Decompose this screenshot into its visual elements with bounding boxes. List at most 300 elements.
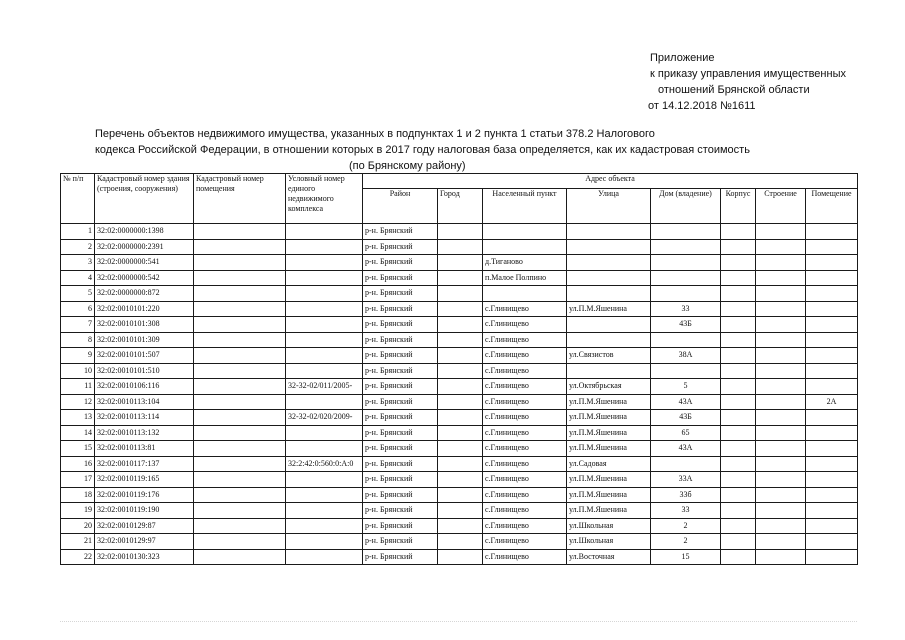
cell-num: 18 (61, 487, 95, 503)
cell-city (438, 286, 483, 302)
cell-cad-building: 32:02:0000000:872 (95, 286, 194, 302)
cell-cad-building: 32:02:0000000:542 (95, 270, 194, 286)
cell-cad-room (194, 410, 286, 426)
cell-num: 10 (61, 363, 95, 379)
cell-settlement: с.Глинищево (483, 317, 567, 333)
header-line-1: Приложение (650, 52, 715, 64)
cell-korpus (721, 301, 756, 317)
cell-cad-room (194, 301, 286, 317)
property-table (60, 173, 858, 565)
cell-korpus (721, 270, 756, 286)
cell-city (438, 518, 483, 534)
cell-building (756, 348, 806, 364)
cell-settlement: с.Глинищево (483, 441, 567, 457)
cell-street (567, 239, 651, 255)
cell-district: р-н. Брянский (363, 472, 438, 488)
cell-street (567, 270, 651, 286)
cell-room (806, 363, 858, 379)
cell-cond-number (286, 487, 363, 503)
cell-settlement: с.Глинищево (483, 549, 567, 565)
cell-building (756, 317, 806, 333)
cell-cad-room (194, 534, 286, 550)
table-row (61, 456, 858, 472)
col-header-district: Район (363, 189, 438, 224)
cell-house: 43А (651, 441, 721, 457)
cell-cad-room (194, 363, 286, 379)
cell-cad-building: 32:02:0010129:97 (95, 534, 194, 550)
cell-korpus (721, 379, 756, 395)
cell-district: р-н. Брянский (363, 456, 438, 472)
cell-district: р-н. Брянский (363, 503, 438, 519)
cell-building (756, 379, 806, 395)
cell-korpus (721, 239, 756, 255)
cell-city (438, 456, 483, 472)
cell-cad-building: 32:02:0010101:308 (95, 317, 194, 333)
table-row (61, 503, 858, 519)
table-row (61, 224, 858, 240)
cell-settlement: с.Глинищево (483, 534, 567, 550)
table-row (61, 425, 858, 441)
cell-district: р-н. Брянский (363, 348, 438, 364)
cell-room (806, 518, 858, 534)
cell-cad-room (194, 224, 286, 240)
cell-city (438, 503, 483, 519)
table-body (61, 224, 858, 565)
col-header-street: Улица (567, 189, 651, 224)
cell-cad-building: 32:02:0010113:81 (95, 441, 194, 457)
cell-district: р-н. Брянский (363, 410, 438, 426)
cell-city (438, 487, 483, 503)
cell-cad-room (194, 255, 286, 271)
cell-cad-building: 32:02:0010130:323 (95, 549, 194, 565)
page-edge-artifact (60, 621, 857, 626)
cell-settlement: с.Глинищево (483, 363, 567, 379)
col-header-korpus: Корпус (721, 189, 756, 224)
cell-korpus (721, 487, 756, 503)
cell-district: р-н. Брянский (363, 301, 438, 317)
cell-street (567, 255, 651, 271)
cell-settlement: с.Глинищево (483, 472, 567, 488)
cell-cad-room (194, 286, 286, 302)
cell-street: ул.П.М.Яшенина (567, 441, 651, 457)
cell-city (438, 394, 483, 410)
cell-num: 9 (61, 348, 95, 364)
document-title (95, 126, 775, 174)
cell-city (438, 239, 483, 255)
table-row (61, 394, 858, 410)
table-row (61, 255, 858, 271)
cell-house: 5 (651, 379, 721, 395)
title-line-2: кодекса Российской Федерации, в отношении которых в 2017 году налоговая база определяется, как их кадастровая стоимость (95, 144, 750, 156)
col-header-city: Город (438, 189, 483, 224)
cell-settlement: д.Тиганово (483, 255, 567, 271)
cell-district: р-н. Брянский (363, 394, 438, 410)
cell-cad-building: 32:02:0010101:507 (95, 348, 194, 364)
cell-district: р-н. Брянский (363, 549, 438, 565)
cell-cad-building: 32:02:0010117:137 (95, 456, 194, 472)
cell-street: ул.П.М.Яшенина (567, 410, 651, 426)
cell-house: 43А (651, 394, 721, 410)
cell-cad-room (194, 239, 286, 255)
col-header-cond-number: Условный номер единого недвижимого комплекса (286, 174, 363, 224)
cell-num: 15 (61, 441, 95, 457)
cell-house (651, 270, 721, 286)
table-row (61, 286, 858, 302)
cell-street (567, 224, 651, 240)
cell-korpus (721, 348, 756, 364)
title-line-3: (по Брянскому району) (349, 160, 466, 172)
cell-house (651, 363, 721, 379)
cell-street: ул.П.М.Яшенина (567, 487, 651, 503)
cell-num: 12 (61, 394, 95, 410)
cell-cond-number: 32-32-02/011/2005- (286, 379, 363, 395)
cell-settlement: с.Глинищево (483, 487, 567, 503)
cell-house (651, 456, 721, 472)
cell-district: р-н. Брянский (363, 363, 438, 379)
cell-street: ул.П.М.Яшенина (567, 503, 651, 519)
header-line-2: к приказу управления имущественных (650, 68, 846, 80)
cell-cond-number (286, 301, 363, 317)
cell-city (438, 317, 483, 333)
cell-cad-building: 32:02:0010129:87 (95, 518, 194, 534)
cell-cad-building: 32:02:0010101:220 (95, 301, 194, 317)
cell-korpus (721, 286, 756, 302)
cell-korpus (721, 317, 756, 333)
col-header-room: Помещение (806, 189, 858, 224)
table-row (61, 441, 858, 457)
cell-street: ул.П.М.Яшенина (567, 425, 651, 441)
cell-cond-number (286, 224, 363, 240)
cell-cond-number (286, 518, 363, 534)
cell-house (651, 224, 721, 240)
cell-cad-room (194, 549, 286, 565)
header-line-4: от 14.12.2018 №1611 (648, 100, 756, 112)
cell-district: р-н. Брянский (363, 224, 438, 240)
cell-cad-room (194, 270, 286, 286)
cell-district: р-н. Брянский (363, 534, 438, 550)
cell-num: 11 (61, 379, 95, 395)
cell-cad-room (194, 425, 286, 441)
table-row (61, 301, 858, 317)
cell-num: 14 (61, 425, 95, 441)
col-header-cad-building: Кадастровый номер здания (строения, сооружения) (95, 174, 194, 224)
table-row (61, 410, 858, 426)
cell-building (756, 286, 806, 302)
cell-house: 33б (651, 487, 721, 503)
cell-cad-room (194, 332, 286, 348)
cell-house: 33 (651, 503, 721, 519)
cell-district: р-н. Брянский (363, 255, 438, 271)
cell-room (806, 255, 858, 271)
cell-building (756, 363, 806, 379)
cell-room (806, 487, 858, 503)
cell-settlement: с.Глинищево (483, 301, 567, 317)
cell-cad-building: 32:02:0010113:114 (95, 410, 194, 426)
cell-building (756, 425, 806, 441)
cell-cond-number (286, 441, 363, 457)
cell-room (806, 441, 858, 457)
cell-city (438, 255, 483, 271)
document-header (648, 50, 898, 114)
cell-district: р-н. Брянский (363, 518, 438, 534)
cell-building (756, 410, 806, 426)
title-line-1: Перечень объектов недвижимого имущества, указанных в подпунктах 1 и 2 пункта 1 статьи 378.2 Налогового (95, 128, 655, 140)
cell-cad-building: 32:02:0010119:165 (95, 472, 194, 488)
cell-city (438, 379, 483, 395)
cell-room (806, 286, 858, 302)
cell-street: ул.Связистов (567, 348, 651, 364)
cell-num: 4 (61, 270, 95, 286)
cell-room (806, 456, 858, 472)
cell-building (756, 239, 806, 255)
cell-num: 6 (61, 301, 95, 317)
header-line-3: отношений Брянской области (658, 84, 810, 96)
table-row (61, 487, 858, 503)
cell-korpus (721, 472, 756, 488)
cell-house: 2 (651, 534, 721, 550)
cell-settlement (483, 224, 567, 240)
cell-building (756, 472, 806, 488)
cell-settlement: с.Глинищево (483, 518, 567, 534)
cell-house: 65 (651, 425, 721, 441)
cell-building (756, 549, 806, 565)
cell-room (806, 224, 858, 240)
cell-cad-building: 32:02:0010113:104 (95, 394, 194, 410)
cell-room (806, 549, 858, 565)
cell-street: ул.Школьная (567, 534, 651, 550)
cell-cad-building: 32:02:0000000:2391 (95, 239, 194, 255)
cell-building (756, 534, 806, 550)
cell-district: р-н. Брянский (363, 317, 438, 333)
cell-korpus (721, 224, 756, 240)
cell-street: ул.П.М.Яшенина (567, 472, 651, 488)
col-header-house: Дом (владение) (651, 189, 721, 224)
cell-num: 8 (61, 332, 95, 348)
cell-district: р-н. Брянский (363, 425, 438, 441)
cell-house (651, 239, 721, 255)
cell-cond-number (286, 286, 363, 302)
cell-street: ул.П.М.Яшенина (567, 301, 651, 317)
cell-cond-number (286, 255, 363, 271)
cell-settlement: с.Глинищево (483, 425, 567, 441)
cell-korpus (721, 332, 756, 348)
cell-cond-number (286, 425, 363, 441)
cell-room (806, 317, 858, 333)
cell-cad-room (194, 379, 286, 395)
cell-settlement (483, 239, 567, 255)
cell-district: р-н. Брянский (363, 487, 438, 503)
cell-city (438, 301, 483, 317)
cell-cond-number (286, 270, 363, 286)
cell-building (756, 301, 806, 317)
cell-settlement: с.Глинищево (483, 503, 567, 519)
table-row (61, 379, 858, 395)
cell-room (806, 379, 858, 395)
cell-cad-room (194, 441, 286, 457)
col-header-address: Адрес объекта (363, 174, 858, 189)
cell-building (756, 503, 806, 519)
cell-building (756, 332, 806, 348)
cell-house (651, 286, 721, 302)
cell-cad-building: 32:02:0010113:132 (95, 425, 194, 441)
cell-city (438, 363, 483, 379)
table-row (61, 270, 858, 286)
cell-cad-room (194, 456, 286, 472)
table-row (61, 472, 858, 488)
cell-num: 17 (61, 472, 95, 488)
table-row (61, 239, 858, 255)
cell-house: 38А (651, 348, 721, 364)
cell-street (567, 332, 651, 348)
cell-num: 16 (61, 456, 95, 472)
cell-room (806, 503, 858, 519)
cell-settlement: с.Глинищево (483, 394, 567, 410)
cell-num: 7 (61, 317, 95, 333)
cell-house: 15 (651, 549, 721, 565)
cell-district: р-н. Брянский (363, 332, 438, 348)
cell-num: 1 (61, 224, 95, 240)
cell-cond-number (286, 239, 363, 255)
cell-cond-number (286, 503, 363, 519)
cell-city (438, 348, 483, 364)
col-header-num: № п/п (61, 174, 95, 224)
table-row (61, 363, 858, 379)
cell-house: 43Б (651, 317, 721, 333)
cell-district: р-н. Брянский (363, 270, 438, 286)
cell-cad-building: 32:02:0000000:1398 (95, 224, 194, 240)
cell-cond-number (286, 332, 363, 348)
cell-room (806, 410, 858, 426)
cell-settlement: с.Глинищево (483, 348, 567, 364)
cell-building (756, 270, 806, 286)
cell-street (567, 317, 651, 333)
cell-street: ул.П.М.Яшенина (567, 394, 651, 410)
cell-street (567, 286, 651, 302)
cell-building (756, 518, 806, 534)
cell-korpus (721, 363, 756, 379)
cell-building (756, 441, 806, 457)
cell-korpus (721, 441, 756, 457)
table-row (61, 549, 858, 565)
cell-house: 2 (651, 518, 721, 534)
col-header-settlement: Населенный пункт (483, 189, 567, 224)
table-row (61, 518, 858, 534)
cell-cond-number: 32:2:42:0:560:0:А:0 (286, 456, 363, 472)
table-row (61, 332, 858, 348)
cell-room (806, 301, 858, 317)
cell-settlement: с.Глинищево (483, 379, 567, 395)
table-row (61, 534, 858, 550)
cell-street: ул.Октябрьская (567, 379, 651, 395)
cell-cad-room (194, 487, 286, 503)
cell-house (651, 332, 721, 348)
cell-room (806, 348, 858, 364)
cell-building (756, 394, 806, 410)
cell-cad-room (194, 518, 286, 534)
cell-house: 43Б (651, 410, 721, 426)
cell-cad-building: 32:02:0010119:176 (95, 487, 194, 503)
cell-city (438, 270, 483, 286)
cell-room (806, 472, 858, 488)
cell-cad-building: 32:02:0010101:309 (95, 332, 194, 348)
cell-city (438, 441, 483, 457)
cell-num: 5 (61, 286, 95, 302)
cell-cad-building: 32:02:0010101:510 (95, 363, 194, 379)
cell-korpus (721, 549, 756, 565)
cell-street (567, 363, 651, 379)
cell-korpus (721, 456, 756, 472)
cell-building (756, 255, 806, 271)
cell-cad-building: 32:02:0010106:116 (95, 379, 194, 395)
cell-korpus (721, 394, 756, 410)
cell-building (756, 456, 806, 472)
table-row (61, 317, 858, 333)
cell-settlement (483, 286, 567, 302)
cell-cad-room (194, 317, 286, 333)
cell-cond-number (286, 394, 363, 410)
cell-settlement: п.Малое Полпино (483, 270, 567, 286)
cell-district: р-н. Брянский (363, 239, 438, 255)
cell-city (438, 472, 483, 488)
cell-korpus (721, 534, 756, 550)
cell-room: 2А (806, 394, 858, 410)
cell-building (756, 224, 806, 240)
cell-city (438, 224, 483, 240)
cell-num: 20 (61, 518, 95, 534)
cell-city (438, 534, 483, 550)
cell-room (806, 534, 858, 550)
cell-num: 21 (61, 534, 95, 550)
cell-cad-room (194, 472, 286, 488)
cell-room (806, 425, 858, 441)
cell-street: ул.Садовая (567, 456, 651, 472)
cell-settlement: с.Глинищево (483, 456, 567, 472)
cell-cond-number (286, 472, 363, 488)
cell-city (438, 549, 483, 565)
col-header-building: Строение (756, 189, 806, 224)
cell-house (651, 255, 721, 271)
cell-korpus (721, 410, 756, 426)
cell-settlement: с.Глинищево (483, 332, 567, 348)
cell-cond-number (286, 534, 363, 550)
cell-house: 33А (651, 472, 721, 488)
cell-korpus (721, 518, 756, 534)
cell-city (438, 332, 483, 348)
cell-district: р-н. Брянский (363, 286, 438, 302)
cell-cad-room (194, 394, 286, 410)
cell-city (438, 410, 483, 426)
cell-settlement: с.Глинищево (483, 410, 567, 426)
cell-korpus (721, 425, 756, 441)
cell-room (806, 332, 858, 348)
cell-cad-room (194, 503, 286, 519)
cell-street: ул.Восточная (567, 549, 651, 565)
cell-street: ул.Школьная (567, 518, 651, 534)
cell-room (806, 239, 858, 255)
cell-room (806, 270, 858, 286)
cell-cond-number: 32-32-02/020/2009- (286, 410, 363, 426)
cell-city (438, 425, 483, 441)
cell-cond-number (286, 317, 363, 333)
cell-num: 22 (61, 549, 95, 565)
cell-cad-building: 32:02:0010119:190 (95, 503, 194, 519)
col-header-cad-room: Кадастровый номер помещения (194, 174, 286, 224)
cell-cond-number (286, 363, 363, 379)
cell-building (756, 487, 806, 503)
cell-num: 3 (61, 255, 95, 271)
cell-house: 33 (651, 301, 721, 317)
cell-num: 2 (61, 239, 95, 255)
